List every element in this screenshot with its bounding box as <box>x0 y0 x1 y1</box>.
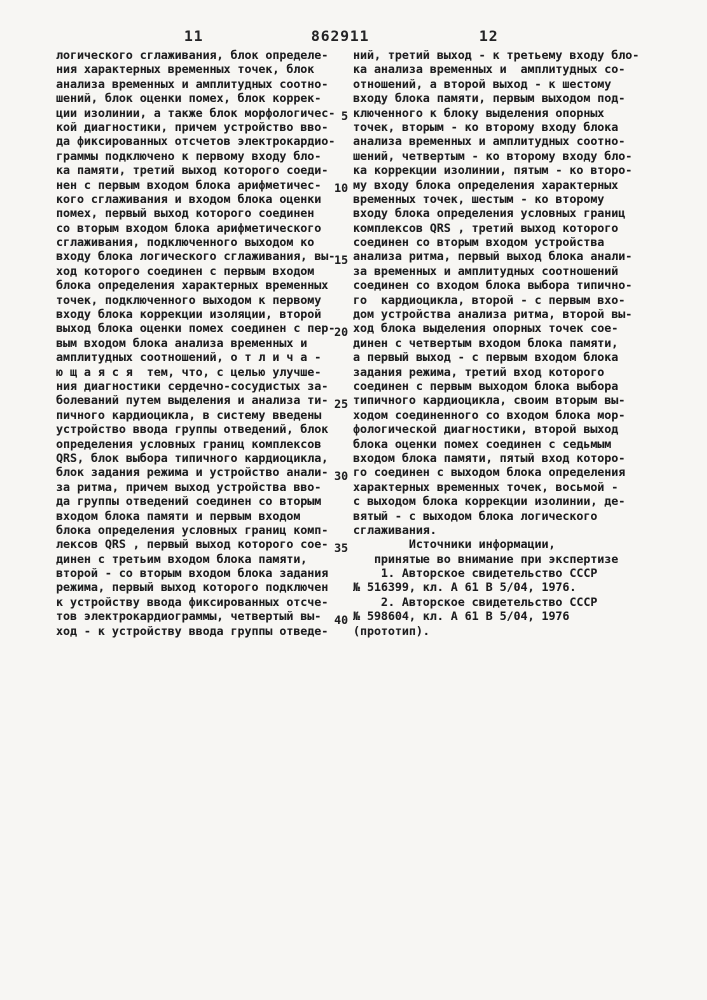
text-line: вым входом блока анализа временных и <box>56 335 308 350</box>
text-line: ка коррекции изолинии, пятым - ко второ- <box>353 163 633 178</box>
left-column-page-number: 11 <box>184 29 204 45</box>
text-line: ход блока выделения опорных точек сое- <box>353 321 619 336</box>
text-line: за временных и амплитудных соотношений <box>353 263 619 278</box>
text-line: входу блока памяти, первым выходом под- <box>353 91 626 106</box>
text-line: блока оценки помех соединен с седьмым <box>353 436 612 451</box>
text-line: да фиксированных отсчетов электрокардио- <box>56 134 336 149</box>
text-line: блок задания режима и устройство анали- <box>56 465 329 480</box>
text-line: входу блока логического сглаживания, вы- <box>56 249 336 264</box>
text-line: граммы подключено к первому входу бло- <box>56 148 322 163</box>
text-line: 1. Авторское свидетельство СССР <box>353 566 598 581</box>
text-line: шений, блок оценки помех, блок коррек- <box>56 91 322 106</box>
text-line: определения условных границ комплексов <box>56 436 322 451</box>
text-line: входом блока памяти и первым входом <box>56 508 301 523</box>
left-text-column <box>56 48 348 638</box>
text-line: ния диагностики сердечно-сосудистых за- <box>56 378 329 393</box>
text-line: выход блока оценки помех соединен с пер- <box>56 321 336 336</box>
text-line: № 598604, кл. А 61 В 5/04, 1976 <box>353 609 570 624</box>
text-line: режима, первый выход которого подключен <box>56 580 329 595</box>
gutter-line-number: 10 <box>334 181 348 195</box>
text-line: пичного кардиоцикла, в систему введены <box>56 407 322 422</box>
text-line: анализа ритма, первый выход блока анали- <box>353 249 633 264</box>
gutter-line-number: 30 <box>334 469 348 483</box>
text-line: лексов QRS , первый выход которого сое- <box>56 537 329 552</box>
gutter-line-number: 40 <box>334 613 348 627</box>
text-line: принятые во внимание при экспертизе <box>353 551 619 566</box>
text-line: ка анализа временных и амплитудных со- <box>353 62 626 77</box>
text-line: соединен с первым выходом блока выбора <box>353 378 619 393</box>
text-line: со вторым входом блока арифметического <box>56 220 322 235</box>
text-line: го кардиоцикла, второй - с первым вхо- <box>353 292 626 307</box>
text-line: вятый - с выходом блока логического <box>353 508 598 523</box>
text-line: анализа временных и амплитудных соотно- <box>353 134 626 149</box>
text-line: (прототип). <box>353 623 430 638</box>
text-line: с выходом блока коррекции изолинии, де- <box>353 494 626 509</box>
text-line: ход которого соединен с первым входом <box>56 263 315 278</box>
text-line: соединен со входом блока выбора типично- <box>353 278 633 293</box>
text-line: блока определения условных границ комп- <box>56 522 329 537</box>
text-line: точек, подключенного выходом к первому <box>56 292 322 307</box>
text-line: устройство ввода группы отведений, блок <box>56 422 329 437</box>
text-line: тов электрокардиограммы, четвертый вы- <box>56 609 322 624</box>
text-line: ний, третий выход - к третьему входу бло- <box>353 48 640 62</box>
text-line: а первый выход - с первым входом блока <box>353 350 619 365</box>
text-line: ключенного к блоку выделения опорных <box>353 105 605 120</box>
text-line: комплексов QRS , третий выход которого <box>353 220 619 235</box>
text-line: точек, вторым - ко второму входу блока <box>353 119 619 134</box>
text-line: отношений, а второй выход - к шестому <box>353 76 612 91</box>
text-line: ка памяти, третий выход которого соеди- <box>56 163 329 178</box>
gutter-line-number: 35 <box>334 541 348 555</box>
text-line: сглаживания, подключенного выходом ко <box>56 235 315 250</box>
text-line: ю щ а я с я тем, что, с целью улучше- <box>56 364 322 379</box>
right-column-page-number: 12 <box>479 29 499 45</box>
text-line: фологической диагностики, второй выход <box>353 422 619 437</box>
text-line: динен с третьим входом блока памяти, <box>56 551 308 566</box>
text-line: характерных временных точек, восьмой - <box>353 479 619 494</box>
text-line: динен с четвертым входом блока памяти, <box>353 335 619 350</box>
text-line: QRS, блок выбора типичного кардиоцикла, <box>56 450 329 465</box>
text-line: входу блока определения условных границ <box>353 206 626 221</box>
text-line: за ритма, причем выход устройства вво- <box>56 479 322 494</box>
text-line: входу блока коррекции изоляции, второй <box>56 307 322 322</box>
text-line: го соединен с выходом блока определения <box>353 465 626 480</box>
text-line: ходом соединенного со входом блока мор- <box>353 407 626 422</box>
text-line: входом блока памяти, пятый вход которо- <box>353 450 626 465</box>
text-line: блока определения характерных временных <box>56 278 329 293</box>
text-line: ход - к устройству ввода группы отведе- <box>56 623 329 638</box>
text-line: временных точек, шестым - ко второму <box>353 191 605 206</box>
gutter-line-number: 20 <box>334 325 348 339</box>
text-line: кой диагностики, причем устройство вво- <box>56 119 329 134</box>
text-line: задания режима, третий вход которого <box>353 364 605 379</box>
text-line: амплитудных соотношений, о т л и ч а - <box>56 350 322 365</box>
text-line: типичного кардиоцикла, своим вторым вы- <box>353 393 626 408</box>
text-line: 2. Авторское свидетельство СССР <box>353 594 598 609</box>
text-line: шений, четвертым - ко второму входу бло- <box>353 148 633 163</box>
text-line: дом устройства анализа ритма, второй вы- <box>353 307 633 322</box>
text-line: кого сглаживания и входом блока оценки <box>56 191 322 206</box>
text-line: соединен со вторым входом устройства <box>353 235 605 250</box>
text-line: Источники информации, <box>353 537 556 552</box>
text-line: болеваний путем выделения и анализа ти- <box>56 393 329 408</box>
gutter-line-number: 5 <box>341 109 348 123</box>
text-line: ния характерных временных точек, блок <box>56 62 315 77</box>
gutter-line-number: 25 <box>334 397 348 411</box>
text-line: к устройству ввода фиксированных отсче- <box>56 594 329 609</box>
text-line: да группы отведений соединен со вторым <box>56 494 322 509</box>
text-line: анализа временных и амплитудных соотно- <box>56 76 329 91</box>
text-line: ции изолинии, а также блок морфологичес- <box>56 105 336 120</box>
text-line: сглаживания. <box>353 522 437 537</box>
patent-number: 862911 <box>311 29 370 45</box>
text-line: му входу блока определения характерных <box>353 177 619 192</box>
text-line: нен с первым входом блока арифметичес- <box>56 177 322 192</box>
text-line: № 516399, кл. А 61 В 5/04, 1976. <box>353 580 577 595</box>
gutter-line-number: 15 <box>334 253 348 267</box>
text-line: помех, первый выход которого соединен <box>56 206 315 221</box>
text-line: второй - со вторым входом блока задания <box>56 566 329 581</box>
text-line: логического сглаживания, блок определе- <box>56 48 329 62</box>
right-text-column <box>353 48 653 638</box>
